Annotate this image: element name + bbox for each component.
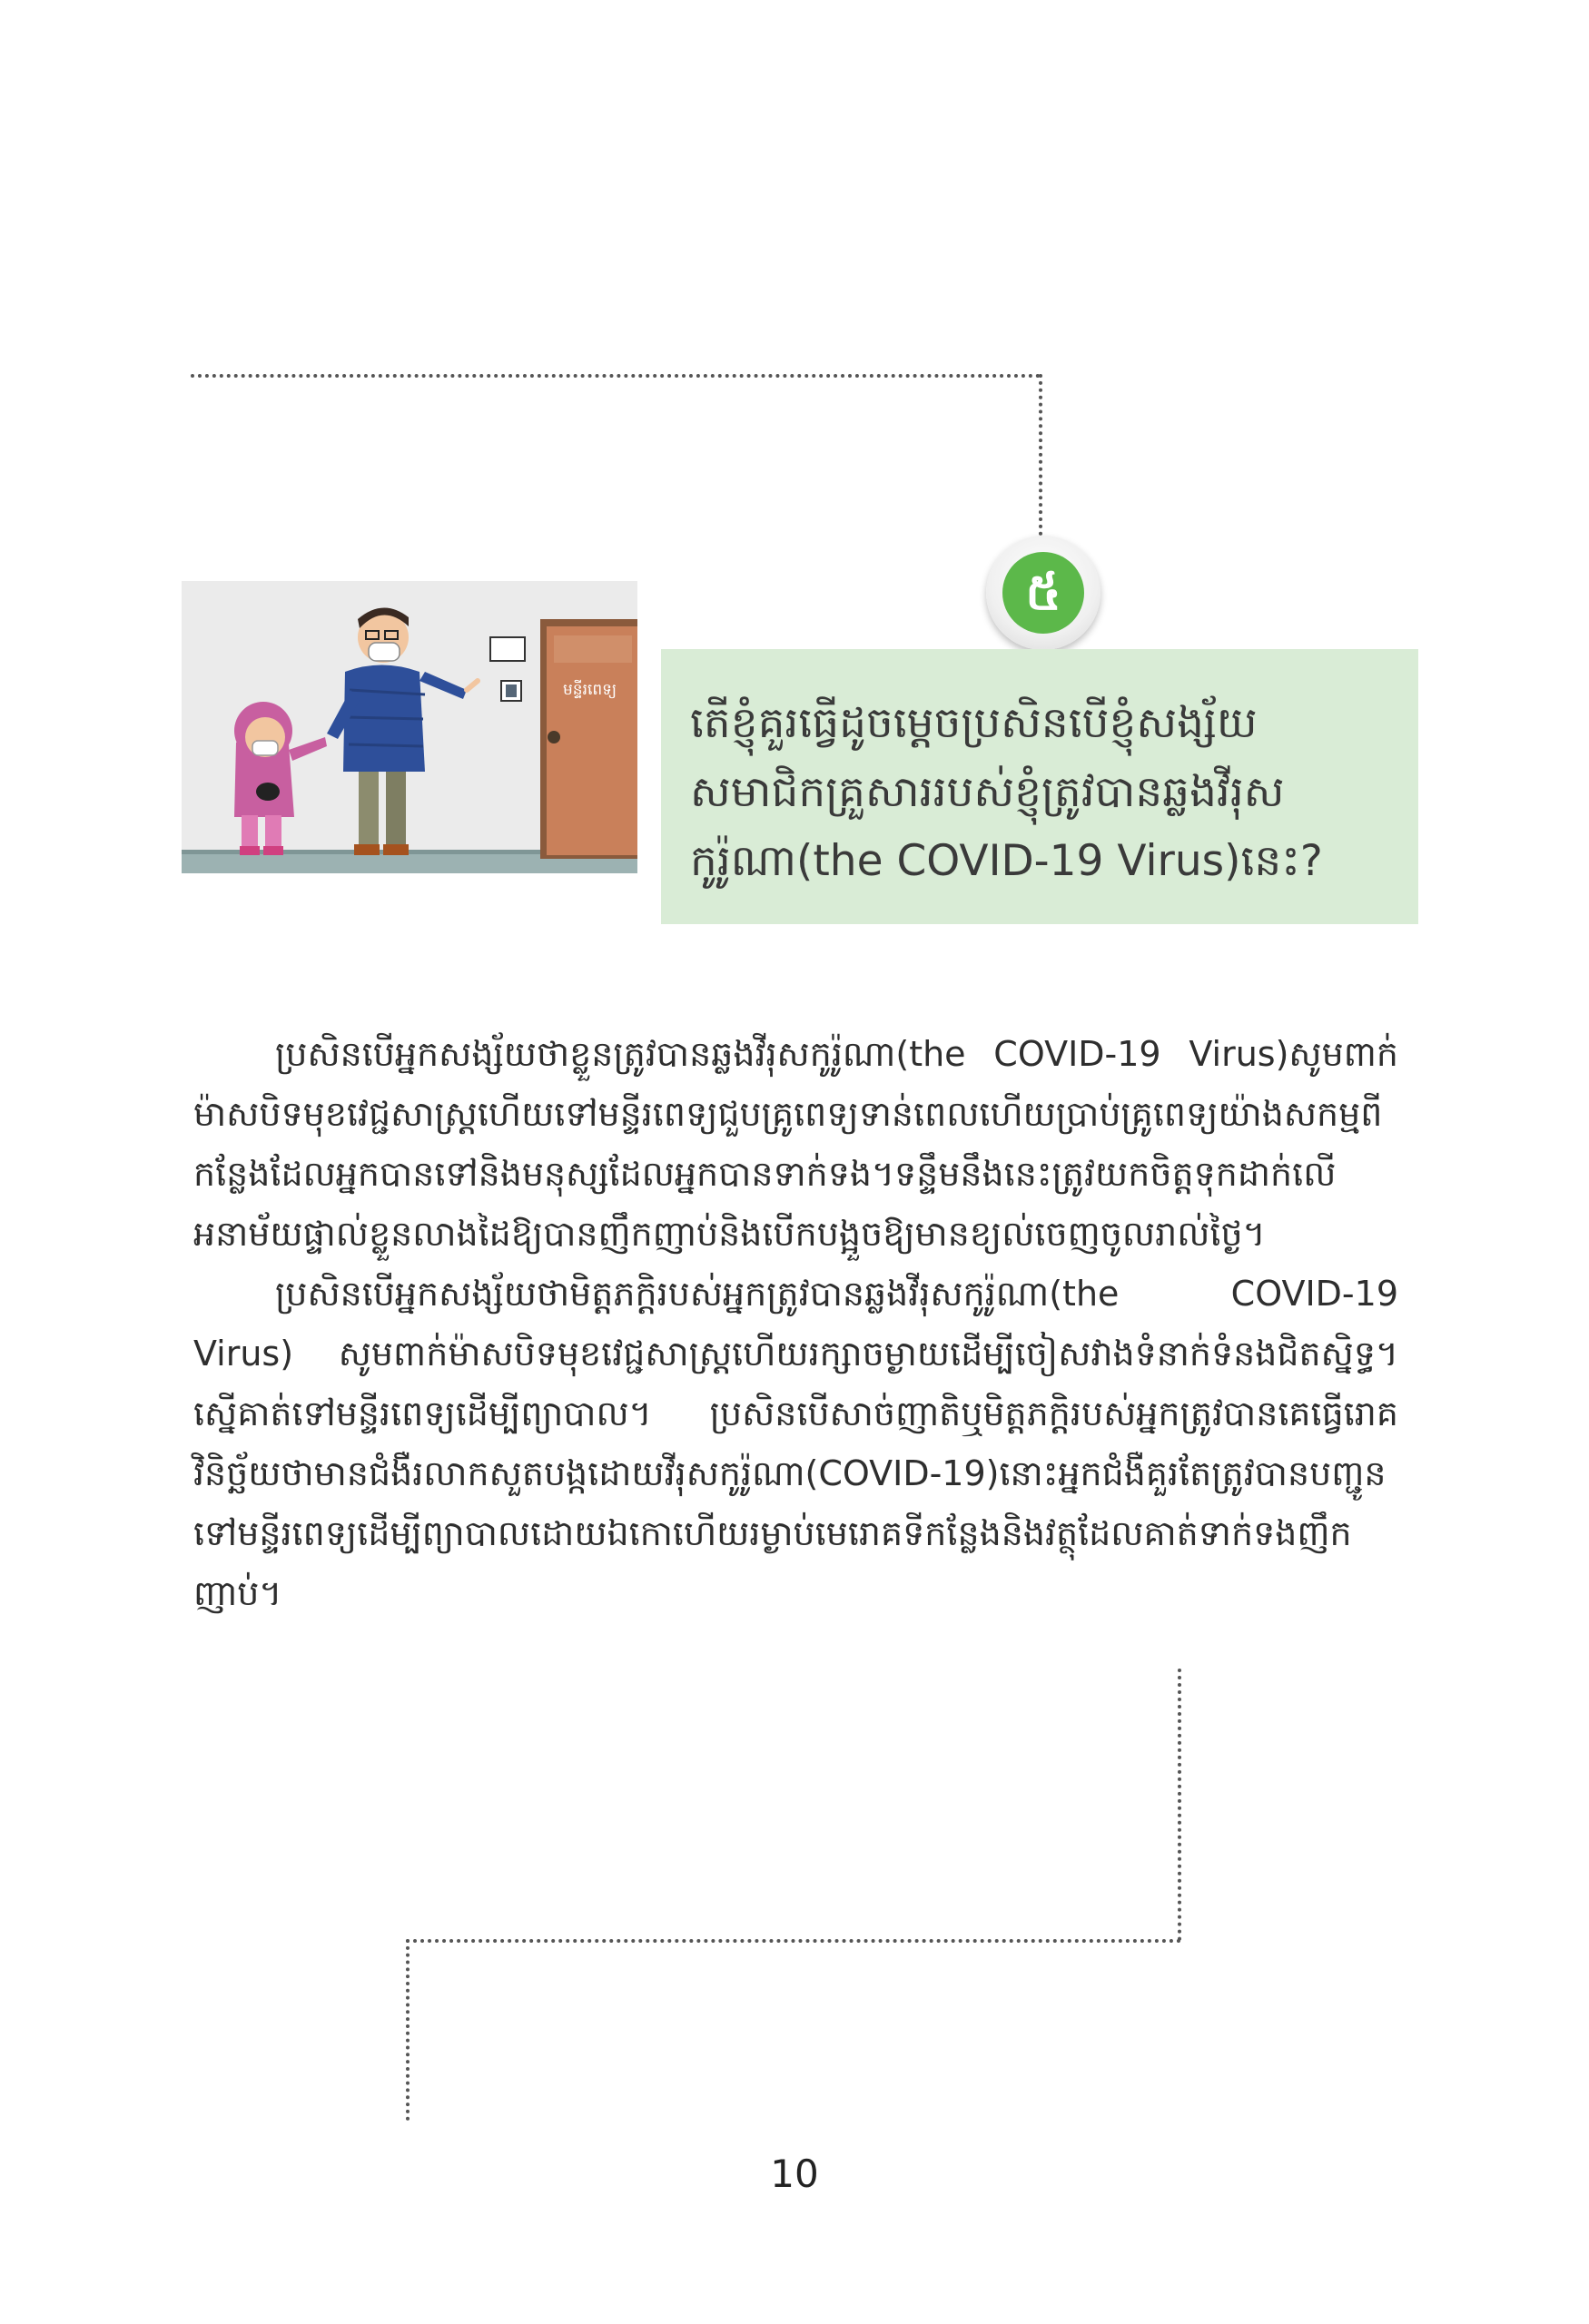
hospital-illustration xyxy=(182,581,637,873)
top-dotted-line xyxy=(191,374,1041,378)
answer-paragraph-1: ប្រសិនបើអ្នកសង្ស័យថាខ្លួនត្រូវបានឆ្លងវីរុសកូរ៉ូណា(the COVID-19 Virus)សូមពាក់ម៉ាសបិទមុខវេជ្ជសាស្ត្រហើយទៅមន្ទីរពេទ្យជួបគ្រូពេទ្យទាន់ពេលហើយប្រាប់គ្រូពេទ្យយ៉ាងសកម្មពីកន្លែងដែលអ្នកបានទៅនិងមនុស្សដែលអ្នកបានទាក់ទង។ទន្ទឹមនឹងនេះត្រូវយកចិត្តទុកដាក់លើអនាម័យផ្ទាល់ខ្លួនលាងដៃឱ្យបានញឹកញាប់និងបើកបង្អួចឱ្យមានខ្យល់ចេញចូលរាល់ថ្ងៃ។ xyxy=(193,1034,1398,1254)
page-number: 10 xyxy=(770,2152,819,2196)
answer-body xyxy=(193,1024,1398,1623)
bottom-left-dotted-line xyxy=(406,1939,410,2121)
question-number-badge xyxy=(986,536,1100,650)
bottom-dotted-line xyxy=(406,1939,1181,1943)
badge-number: ៥ xyxy=(1002,552,1084,634)
door-sign-text: មន្ទីរពេទ្យ xyxy=(563,681,617,699)
question-heading: តើខ្ញុំគួរធ្វើដូចម្ដេចប្រសិនបើខ្ញុំសង្ស័យសមាជិកគ្រួសាររបស់ខ្ញុំត្រូវបានឆ្លងវីរុសកូរ៉ូណា(the COVID-19 Virus)នេះ? xyxy=(690,698,1323,886)
answer-paragraph-2: ប្រសិនបើអ្នកសង្ស័យថាមិត្តភក្តិរបស់អ្នកត្រូវបានឆ្លងវីរុសកូរ៉ូណា(the COVID-19 Virus) សូមពាក់ម៉ាសបិទមុខវេជ្ជសាស្ត្រហើយរក្សាចម្ងាយដើម្បីចៀសវាងទំនាក់ទំនងជិតស្និទ្ធ។ ស្នើគាត់ទៅមន្ទីរពេទ្យដើម្បីព្យាបាល។ ប្រសិនបើសាច់ញាតិឬមិត្តភក្តិរបស់អ្នកត្រូវបានគេធ្វើរោគវិនិច្ឆ័យថាមានជំងឺរលាកសួតបង្កដោយវីរុសកូរ៉ូណា(COVID-19)នោះអ្នកជំងឺគួរតែត្រូវបានបញ្ជូនទៅមន្ទីរពេទ្យដើម្បីព្យាបាលដោយឯកោហើយរម្ងាប់មេរោគទីកន្លែងនិងវត្ថុដែលគាត់ទាក់ទងញឹកញាប់។ xyxy=(193,1274,1398,1613)
top-right-dotted-line xyxy=(1039,374,1042,536)
question-box xyxy=(661,649,1418,924)
bottom-right-dotted-line xyxy=(1178,1669,1181,1941)
hospital-scene-image xyxy=(182,581,637,873)
